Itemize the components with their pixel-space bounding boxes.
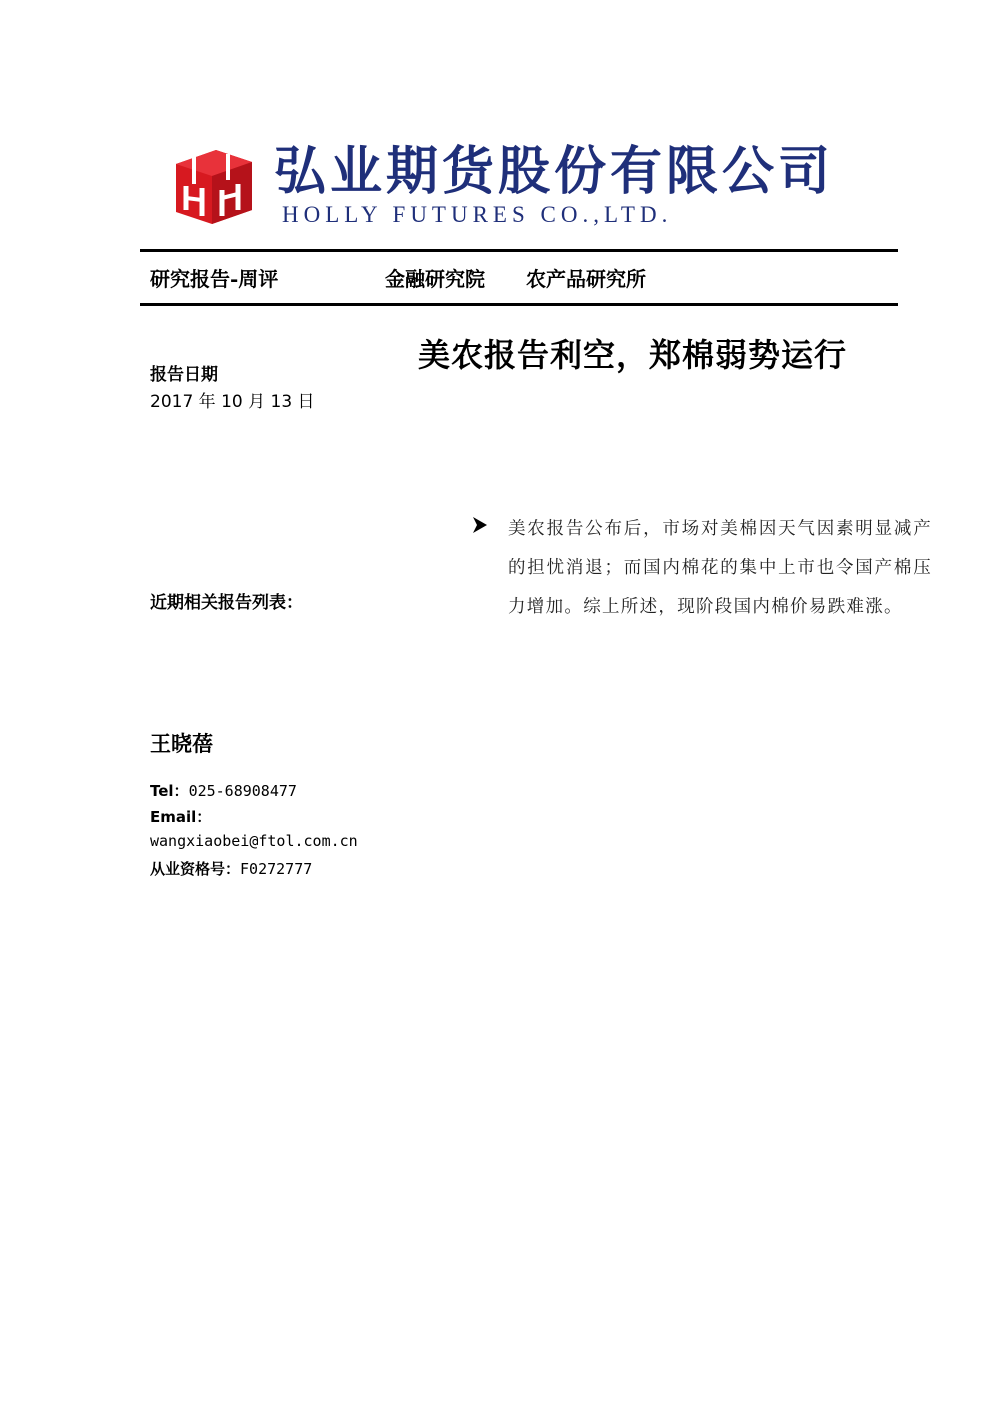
license-label: 从业资格号： [150,860,241,878]
header-top-rule [140,249,898,252]
company-name-en: HOLLY FUTURES CO.,LTD. [282,202,673,227]
report-header-band [150,262,890,296]
analyst-email-label-row [150,806,211,827]
tel-value: 025-68908477 [188,782,297,800]
email-label: Email： [150,808,212,826]
email-value: wangxiaobei@ftol.com.cn [150,832,358,850]
analyst-email [150,832,358,850]
license-value: F0272777 [240,860,313,878]
report-date-label: 报告日期 [150,365,218,385]
report-date-value: 2017 年 10 月 13 日 [150,392,315,412]
arrow-bullet-icon [472,516,488,534]
header-bottom-rule [140,303,898,306]
summary-text: 美农报告公布后，市场对美棉因天气因素明显减产的担忧消退；而国内棉花的集中上市也令国产棉压力增加。综上所述，现阶段国内棉价易跌难涨。 [508,519,932,617]
related-reports-label: 近期相关报告列表： [150,593,303,613]
analyst-name: 王晓蓓 [150,731,213,756]
analyst-tel [150,780,297,801]
holly-cube-logo-icon [168,140,254,226]
report-category: 研究报告-周评 [150,267,279,291]
analyst-license [150,858,312,879]
tel-label: Tel： [150,782,189,800]
company-name-cn: 弘业期货股份有限公司 [274,141,835,202]
institute-agriculture: 农产品研究所 [526,267,646,291]
institute-finance: 金融研究院 [385,267,485,291]
report-title: 美农报告利空，郑棉弱势运行 [418,336,848,374]
company-logo [168,140,838,235]
